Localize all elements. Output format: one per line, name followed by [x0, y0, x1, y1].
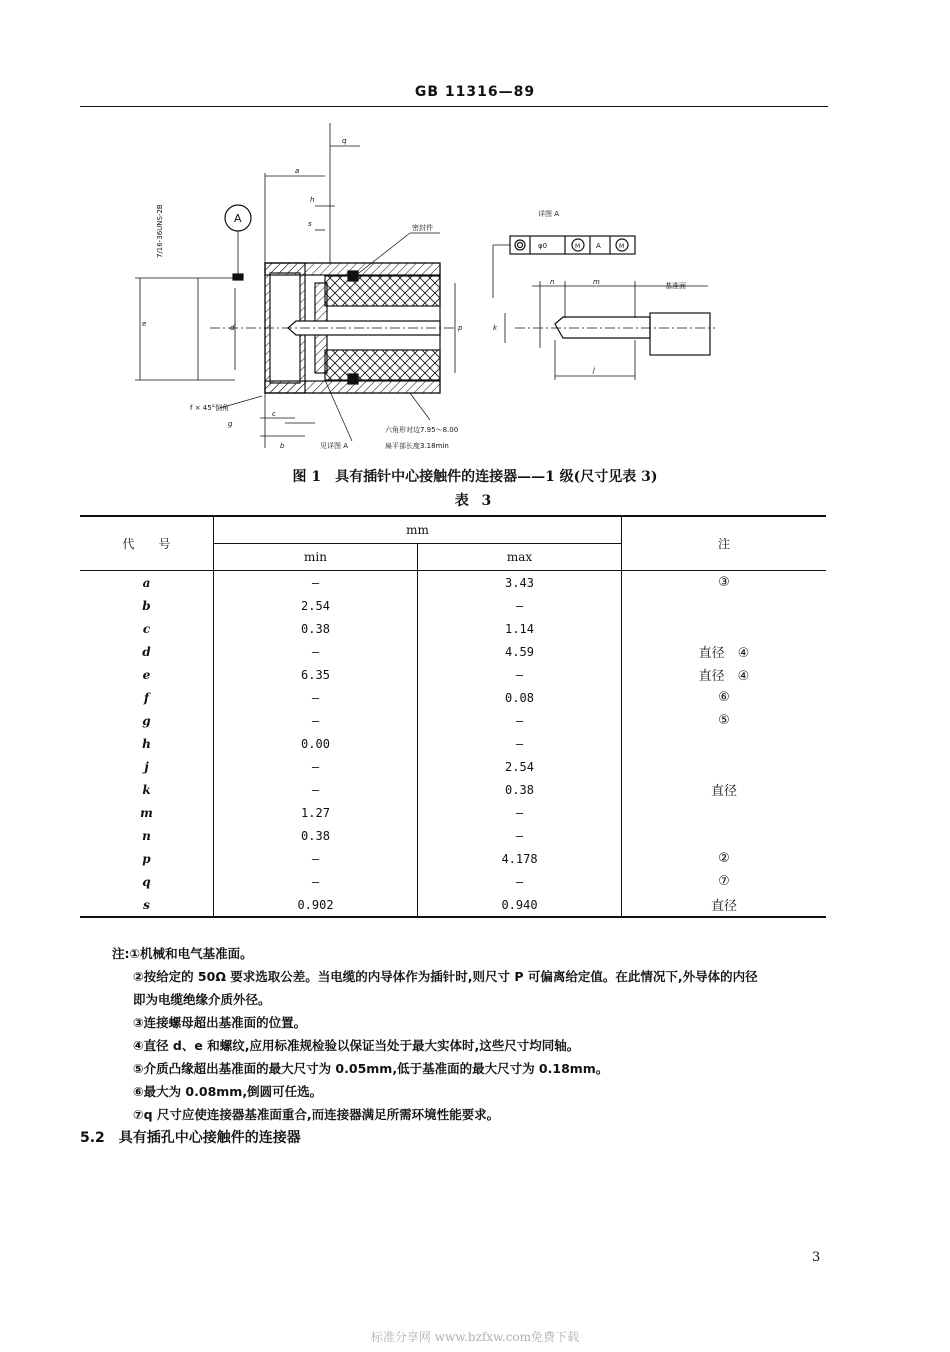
dim-h: h	[310, 196, 315, 204]
cell-note	[622, 617, 827, 640]
dim-q: q	[342, 137, 347, 145]
cell-max: —	[418, 709, 622, 732]
cell-code: s	[80, 893, 214, 917]
dim-g: g	[228, 420, 233, 428]
note-line: ②按给定的 50Ω 要求选取公差。当电缆的内导体作为插针时,则尺寸 P 可偏离给定值。在此情况下,外导体的内径	[133, 969, 758, 984]
cell-code: c	[142, 621, 151, 636]
cell-note: 直径 ④	[622, 663, 827, 686]
table-row	[80, 709, 826, 732]
cell-note: ⑤	[622, 709, 827, 732]
dim-k: k	[493, 324, 498, 332]
flat-length-label: 扁平部长度3.18min	[385, 442, 449, 450]
thread-label: 7/16-36UNS-2B	[156, 204, 164, 258]
cell-max: —	[418, 870, 622, 893]
note-line: 即为电缆绝缘介质外径。	[133, 992, 271, 1007]
cell-max: 0.940	[418, 893, 622, 917]
cell-note: 直径 ④	[622, 640, 827, 663]
dim-m: m	[593, 278, 600, 286]
cell-note	[622, 801, 827, 824]
figure-caption: 图 1 具有插针中心接触件的连接器——1 级(尺寸见表 3)	[292, 469, 658, 485]
fcf-m2: M	[619, 243, 625, 250]
cell-max: 4.59	[418, 640, 622, 663]
cell-code: g	[142, 713, 151, 728]
cell-note: ⑦	[622, 870, 827, 893]
detail-a-label: 详图 A	[538, 210, 560, 218]
table-row	[80, 893, 826, 917]
table-row	[80, 571, 826, 595]
col-max-header: max	[418, 544, 622, 571]
cell-max: 2.54	[418, 755, 622, 778]
dim-j: j	[593, 366, 595, 374]
cell-code: b	[142, 598, 151, 613]
cell-min: 0.00	[214, 732, 418, 755]
fcf-ref: A	[596, 242, 601, 250]
cell-max: —	[418, 663, 622, 686]
cell-note: 直径	[622, 778, 827, 801]
cell-code: p	[142, 851, 151, 866]
cell-code: k	[142, 782, 151, 797]
col-note-header: 注	[622, 516, 827, 571]
see-detail-label: 见详图 A	[320, 442, 349, 450]
cell-max: 1.14	[418, 617, 622, 640]
table-row	[80, 663, 826, 686]
table-row	[80, 686, 826, 709]
cell-min: —	[214, 778, 418, 801]
table-row	[80, 617, 826, 640]
datum-a-label: A	[234, 212, 242, 225]
note-line: ④直径 d、e 和螺纹,应用标准规检验以保证当处于最大实体时,这些尺寸均同轴。	[133, 1038, 580, 1053]
table-row	[80, 732, 826, 755]
table-row	[80, 847, 826, 870]
dimension-table	[80, 515, 826, 918]
seal-label: 密封件	[412, 224, 433, 232]
cell-note: ②	[622, 847, 827, 870]
cell-max: 3.43	[418, 571, 622, 595]
figure-1	[120, 118, 720, 463]
cell-min: 1.27	[214, 801, 418, 824]
table-row	[80, 870, 826, 893]
cell-min: —	[214, 571, 418, 595]
note-line: ⑦q 尺寸应使连接器基准面重合,而连接器满足所需环境性能要求。	[133, 1107, 500, 1122]
table-row	[80, 594, 826, 617]
table-row	[80, 640, 826, 663]
cell-note	[622, 732, 827, 755]
dim-d: d	[230, 324, 235, 332]
cell-code: a	[142, 575, 151, 590]
table-row	[80, 778, 826, 801]
dim-c: c	[272, 410, 276, 418]
cell-max: —	[418, 824, 622, 847]
dim-s: s	[308, 220, 312, 228]
cell-max: 0.38	[418, 778, 622, 801]
cell-code: d	[142, 644, 151, 659]
header-rule	[80, 106, 828, 107]
cell-note	[622, 755, 827, 778]
cell-note: ③	[622, 571, 827, 595]
cell-code: e	[142, 667, 151, 682]
cell-note: 直径	[622, 893, 827, 917]
watermark: 标准分享网 www.bzfxw.com免费下载	[370, 1330, 580, 1344]
col-min-header: min	[214, 544, 418, 571]
page-header: GB 11316—89	[414, 84, 536, 100]
table-row	[80, 801, 826, 824]
connector-drawing	[120, 118, 720, 463]
table-row	[80, 824, 826, 847]
cell-min: 0.38	[214, 824, 418, 847]
cell-min: 6.35	[214, 663, 418, 686]
cell-note	[622, 824, 827, 847]
notes-block	[112, 942, 852, 1126]
cell-min: —	[214, 686, 418, 709]
page-number: 3	[812, 1250, 821, 1265]
note-line: ⑥最大为 0.08mm,倒圆可任选。	[133, 1084, 323, 1099]
dim-a: a	[295, 167, 300, 175]
col-unit-header: mm	[214, 516, 622, 544]
dim-e: e	[142, 320, 147, 328]
cell-min: —	[214, 755, 418, 778]
hex-label: 六角形对边7.95～8.00	[385, 426, 459, 434]
cell-max: —	[418, 732, 622, 755]
cell-max: —	[418, 594, 622, 617]
cell-max: 0.08	[418, 686, 622, 709]
cell-min: 0.38	[214, 617, 418, 640]
cell-min: —	[214, 709, 418, 732]
cell-code: h	[142, 736, 151, 751]
section-heading: 5.2 具有插孔中心接触件的连接器	[80, 1130, 301, 1146]
cell-note: ⑥	[622, 686, 827, 709]
table-title: 表 3	[454, 493, 496, 509]
cell-code: m	[140, 805, 153, 820]
cell-min: —	[214, 847, 418, 870]
cell-code: n	[142, 828, 151, 843]
cell-min: 2.54	[214, 594, 418, 617]
datum-plane-label: 基准面	[665, 282, 686, 290]
col-code-header: 代 号	[80, 516, 214, 571]
note-line: ⑤介质凸缘超出基准面的最大尺寸为 0.05mm,低于基准面的最大尺寸为 0.18mm。	[133, 1061, 609, 1076]
cell-min: —	[214, 640, 418, 663]
cell-note	[622, 594, 827, 617]
cell-min: 0.902	[214, 893, 418, 917]
table-row	[80, 755, 826, 778]
dim-p: p	[458, 324, 463, 332]
cell-code: q	[142, 874, 151, 889]
fcf-diameter: φ0	[538, 242, 548, 250]
dim-b: b	[280, 442, 285, 450]
cell-code: f	[143, 690, 150, 705]
chamfer-label: f × 45°倒角	[190, 404, 230, 412]
dim-n: n	[550, 278, 555, 286]
cell-code: j	[144, 759, 149, 774]
cell-max: 4.178	[418, 847, 622, 870]
note-line: 注:①机械和电气基准面。	[112, 946, 253, 961]
fcf-m1: M	[575, 243, 581, 250]
cell-min: —	[214, 870, 418, 893]
cell-max: —	[418, 801, 622, 824]
note-line: ③连接螺母超出基准面的位置。	[133, 1015, 307, 1030]
